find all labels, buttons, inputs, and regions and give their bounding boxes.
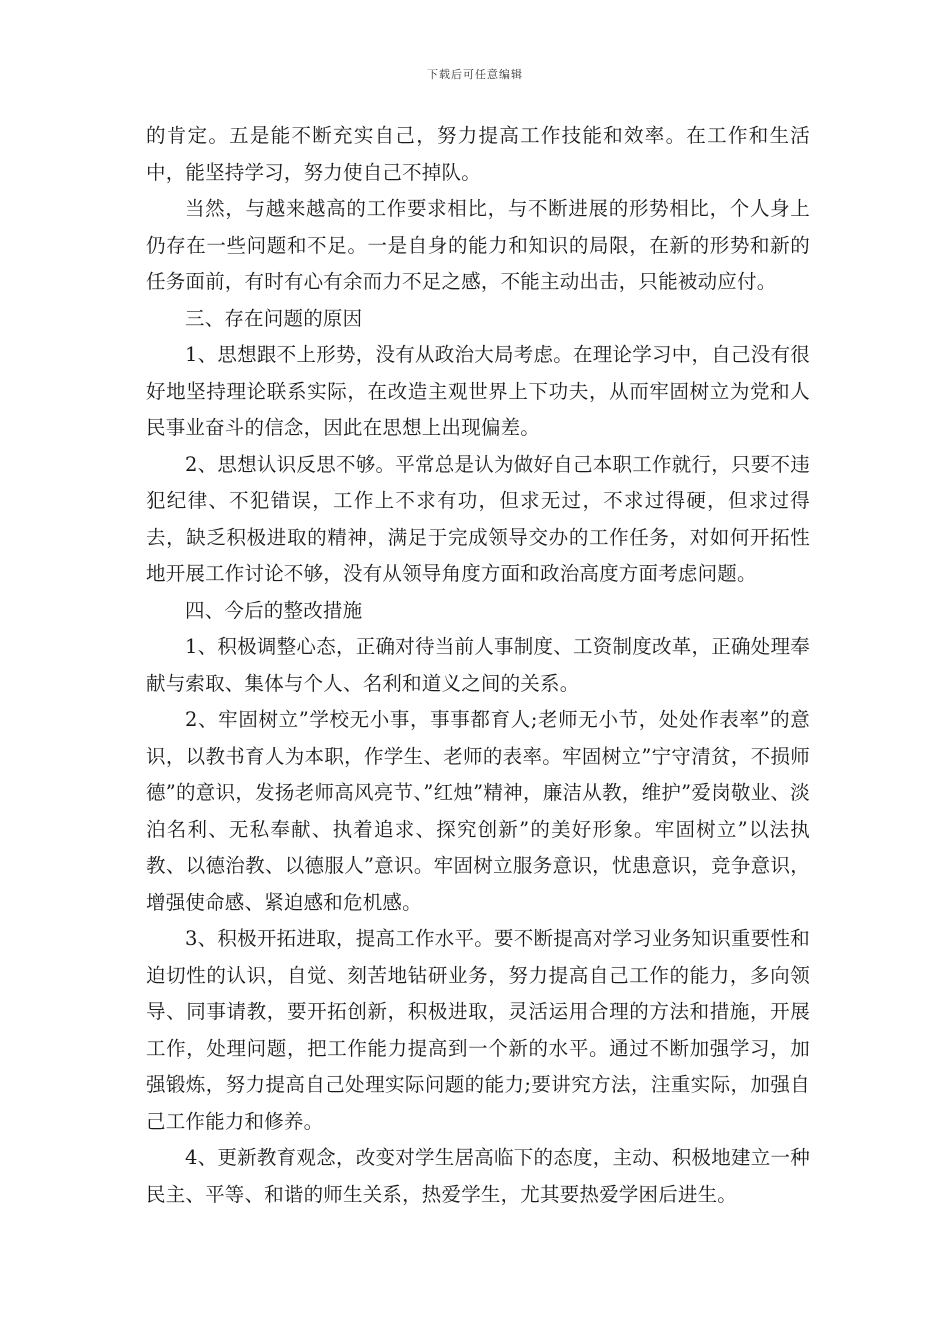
paragraph-continuation: 的肯定。五是能不断充实自己，努力提高工作技能和效率。在工作和生活中，能坚持学习，努力使自己不掉队。: [146, 124, 810, 184]
paragraph-cause-2: 2、思想认识反思不够。平常总是认为做好自己本职工作就行，只要不违犯纪律、不犯错误，工作上不求有功，但求无过，不求过得硬，但求过得去，缺乏积极进取的精神，满足于完成领导交办的工作任务，对如何开拓性地开展工作讨论不够，没有从领导角度方面和政治高度方面考虑问题。: [146, 452, 810, 585]
document-body: [146, 118, 810, 1213]
paragraph-measure-4: 4、更新教育观念，改变对学生居高临下的态度，主动、积极地建立一种民主、平等、和谐的师生关系，热爱学生，尤其要热爱学困后进生。: [146, 1146, 810, 1206]
paragraph-cause-1: 1、思想跟不上形势，没有从政治大局考虑。在理论学习中，自己没有很好地坚持理论联系实际，在改造主观世界上下功夫，从而牢固树立为党和人民事业奋斗的信念，因此在思想上出现偏差。: [146, 343, 810, 439]
paragraph-measure-3: 3、积极开拓进取，提高工作水平。要不断提高对学习业务知识重要性和迫切性的认识，自觉、刻苦地钻研业务，努力提高自己工作的能力，多向领导、同事请教，要开拓创新，积极进取，灵活运用合理的方法和措施，开展工作，处理问题，把工作能力提高到一个新的水平。通过不断加强学习，加强锻炼，努力提高自己处理实际问题的能力;要讲究方法，注重实际，加强自己工作能力和修养。: [146, 927, 810, 1133]
section-heading-causes: 三、存在问题的原因: [185, 306, 363, 330]
paragraph-measure-1: 1、积极调整心态，正确对待当前人事制度、工资制度改革，正确处理奉献与索取、集体与个人、名利和道义之间的关系。: [146, 635, 810, 695]
paragraph-measure-2: 2、牢固树立”学校无小事，事事都育人;老师无小节，处处作表率”的意识，以教书育人为本职，作学生、老师的表率。牢固树立”宁守清贫，不损师德”的意识，发扬老师高风亮节、”红烛”精神，廉洁从教，维护”爱岗敬业、淡泊名利、无私奉献、执着追求、探究创新”的美好形象。牢固树立”以法执教、以德治教、以德服人”意识。牢固树立服务意识，忧患意识，竞争意识，增强使命感、紧迫感和危机感。: [146, 708, 810, 914]
paragraph-shortcomings: 当然，与越来越高的工作要求相比，与不断进展的形势相比，个人身上仍存在一些问题和不足。一是自身的能力和知识的局限，在新的形势和新的任务面前，有时有心有余而力不足之感，不能主动出击，只能被动应付。: [146, 197, 810, 293]
section-heading-measures: 四、今后的整改措施: [185, 598, 363, 622]
page-header: 下载后可任意编辑: [427, 68, 523, 81]
